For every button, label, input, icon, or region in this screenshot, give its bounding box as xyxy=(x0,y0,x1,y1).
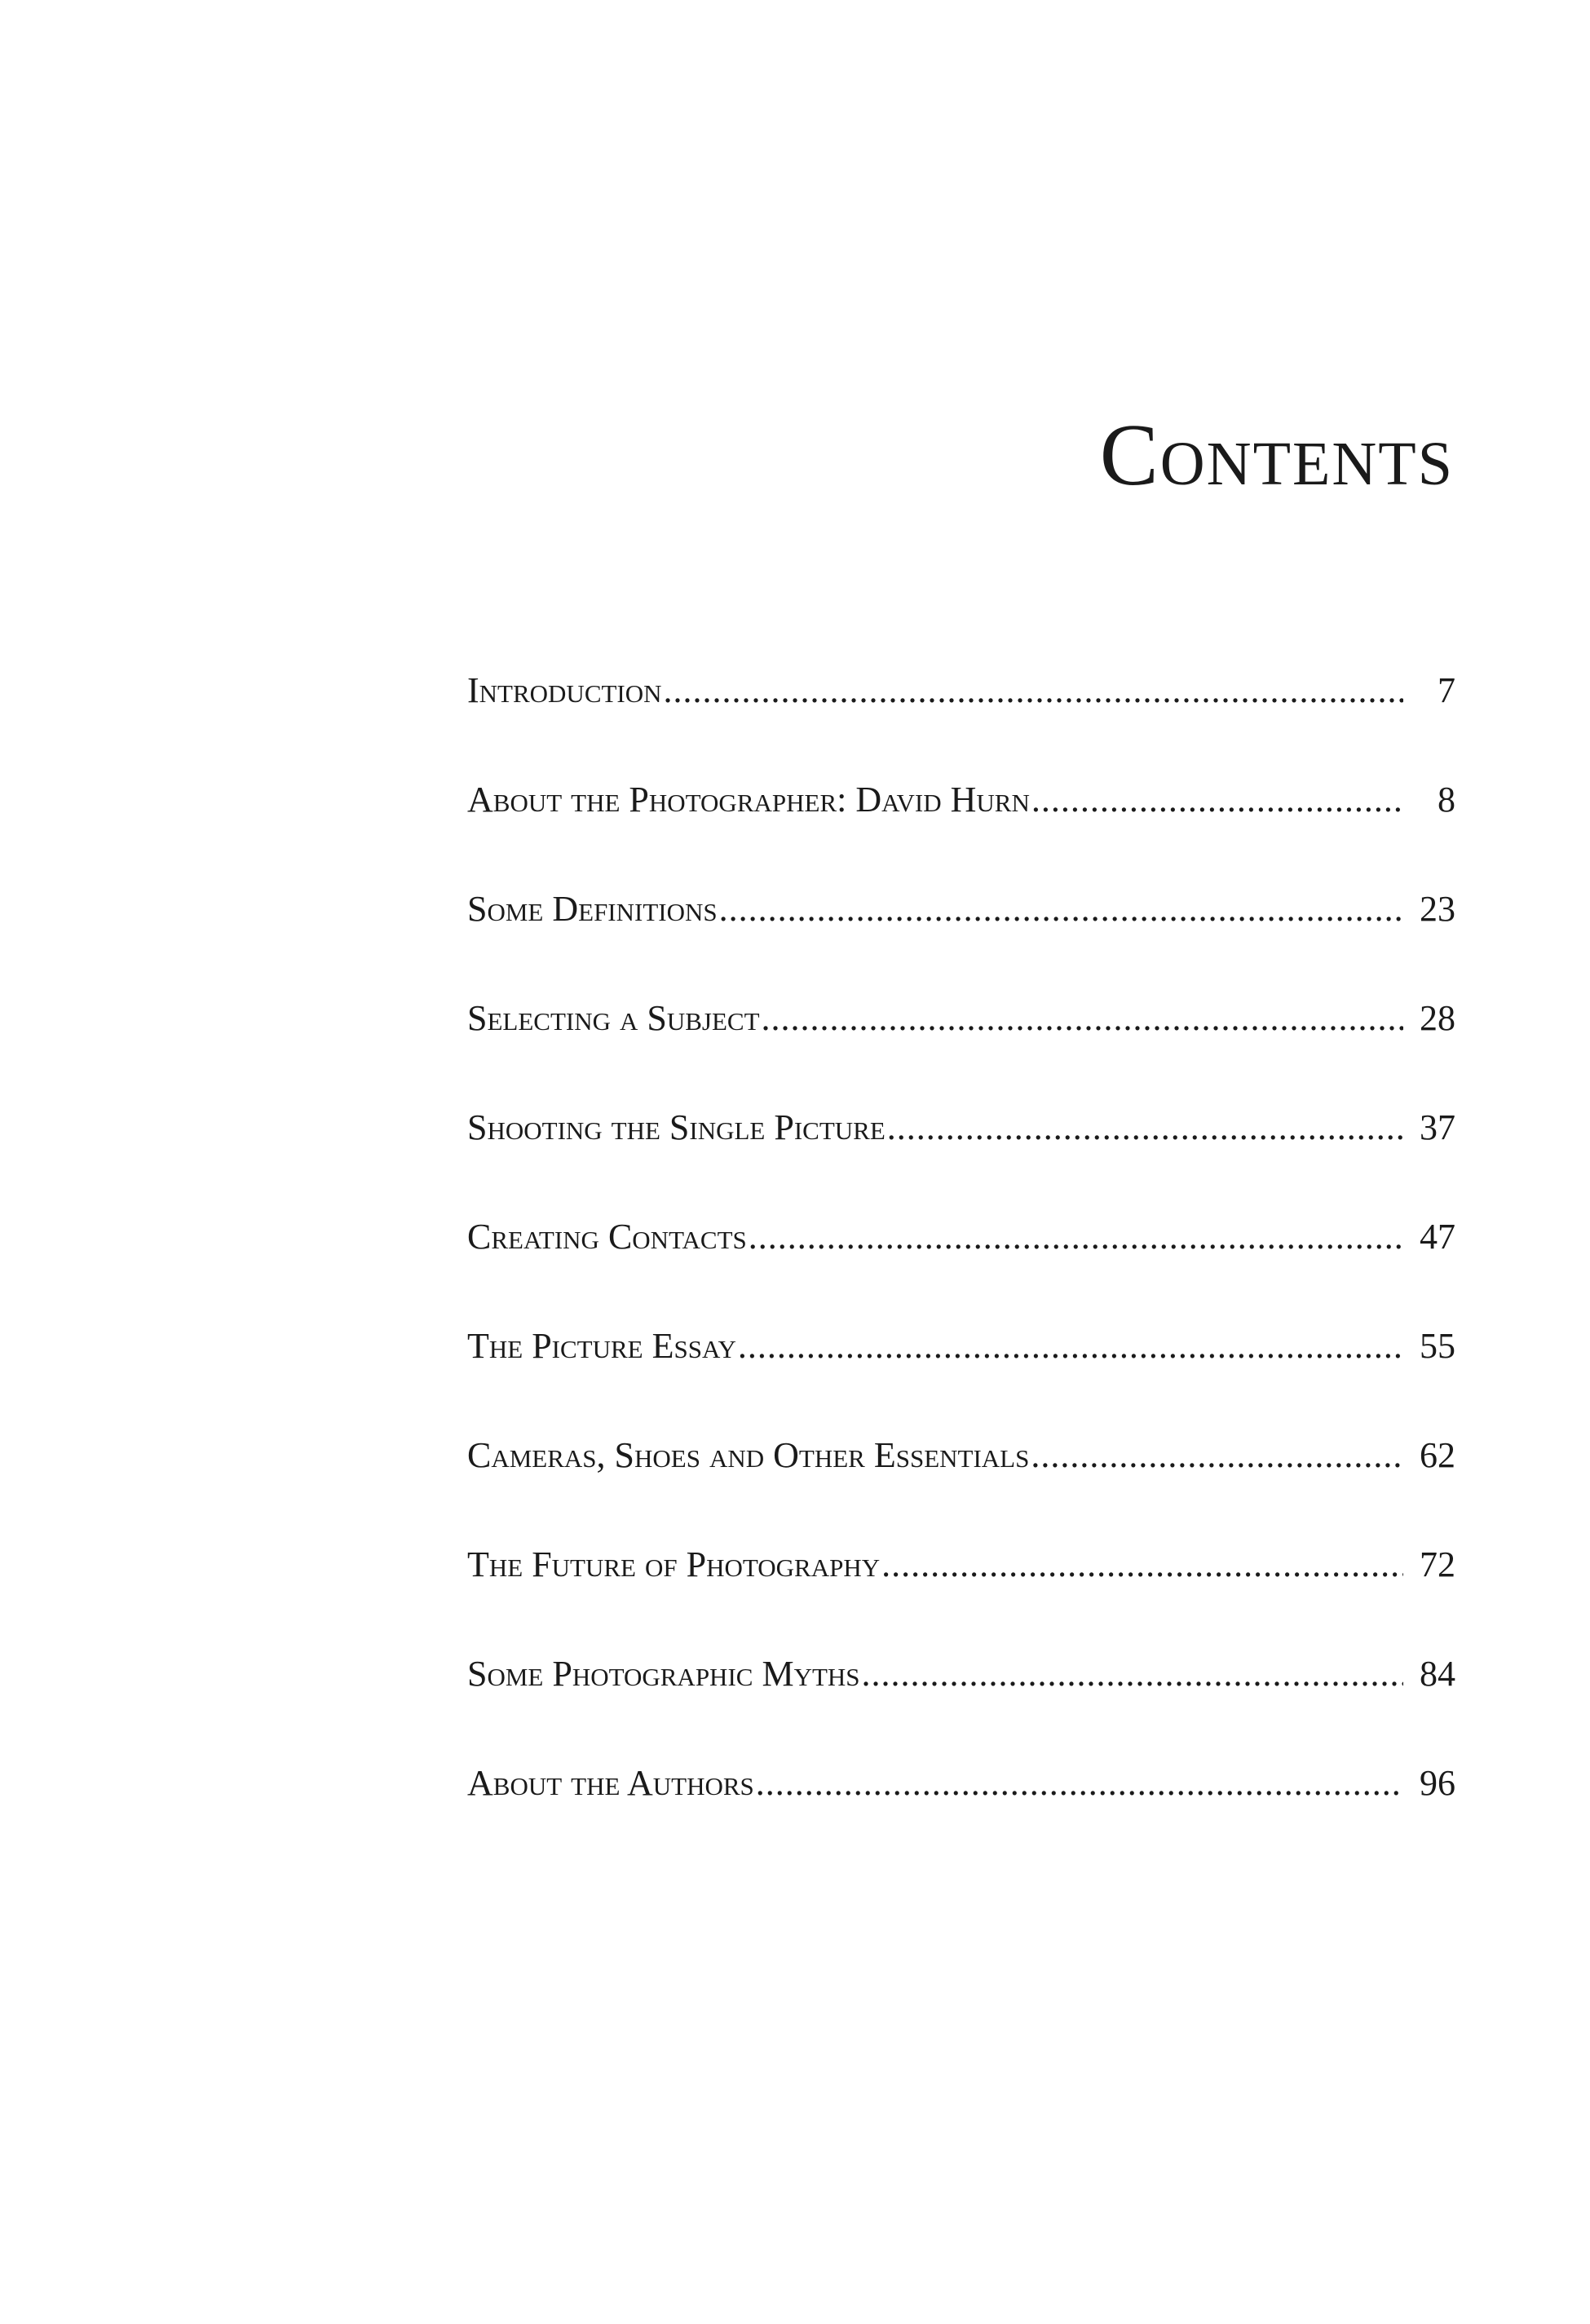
toc-entry-title: Creating Contacts xyxy=(467,1217,747,1257)
toc-entry-title: Selecting a Subject xyxy=(467,998,760,1038)
toc-entry-title: Introduction xyxy=(467,670,662,710)
toc-entry xyxy=(467,670,1455,782)
dot-leader xyxy=(887,1110,1403,1146)
toc-entry-title: Some Photographic Myths xyxy=(467,1654,860,1694)
toc-entry-title: Some Definitions xyxy=(467,889,718,929)
toc-entry xyxy=(467,891,1455,1001)
page-title: Contents xyxy=(1099,407,1454,504)
toc-entry-page-number: 28 xyxy=(1420,998,1455,1038)
toc-entry xyxy=(467,1435,1455,1547)
toc-entry-title: About the Authors xyxy=(467,1763,754,1803)
toc-entry xyxy=(467,1544,1455,1656)
dot-leader xyxy=(738,1328,1403,1364)
toc-entry xyxy=(467,998,1455,1110)
dot-leader xyxy=(749,1219,1403,1255)
dot-leader xyxy=(862,1656,1403,1692)
toc-entry-page-number: 8 xyxy=(1438,780,1455,820)
toc-entry xyxy=(467,1107,1455,1219)
toc-entry-page-number: 62 xyxy=(1420,1435,1455,1475)
toc-entry-title: The Picture Essay xyxy=(467,1326,736,1366)
dot-leader xyxy=(1031,782,1403,818)
toc-entry xyxy=(467,1765,1455,1875)
toc-entry-page-number: 84 xyxy=(1420,1654,1455,1694)
toc-entry-page-number: 96 xyxy=(1420,1763,1455,1803)
toc-entry xyxy=(467,1656,1455,1765)
toc-entry-page-number: 23 xyxy=(1420,889,1455,929)
toc-entry-page-number: 37 xyxy=(1420,1107,1455,1147)
toc-entry xyxy=(467,782,1455,891)
dot-leader xyxy=(1031,1438,1403,1473)
toc-entry xyxy=(467,1328,1455,1438)
toc-entry-title: The Future of Photography xyxy=(467,1544,881,1584)
dot-leader xyxy=(719,891,1403,927)
dot-leader xyxy=(756,1765,1403,1801)
toc-entry-page-number: 47 xyxy=(1420,1217,1455,1257)
toc-entry-title: Shooting the Single Picture xyxy=(467,1107,886,1147)
dot-leader xyxy=(664,673,1403,709)
dot-leader xyxy=(881,1547,1403,1583)
toc-entry-title: About the Photographer: David Hurn xyxy=(467,780,1030,820)
toc-entry-title: Cameras, Shoes and Other Essentials xyxy=(467,1435,1030,1475)
toc-entry xyxy=(467,1219,1455,1328)
dot-leader xyxy=(762,1001,1403,1036)
toc-entry-page-number: 72 xyxy=(1420,1544,1455,1584)
toc-entry-page-number: 55 xyxy=(1420,1326,1455,1366)
table-of-contents xyxy=(467,670,1455,1875)
toc-entry-page-number: 7 xyxy=(1438,670,1455,710)
